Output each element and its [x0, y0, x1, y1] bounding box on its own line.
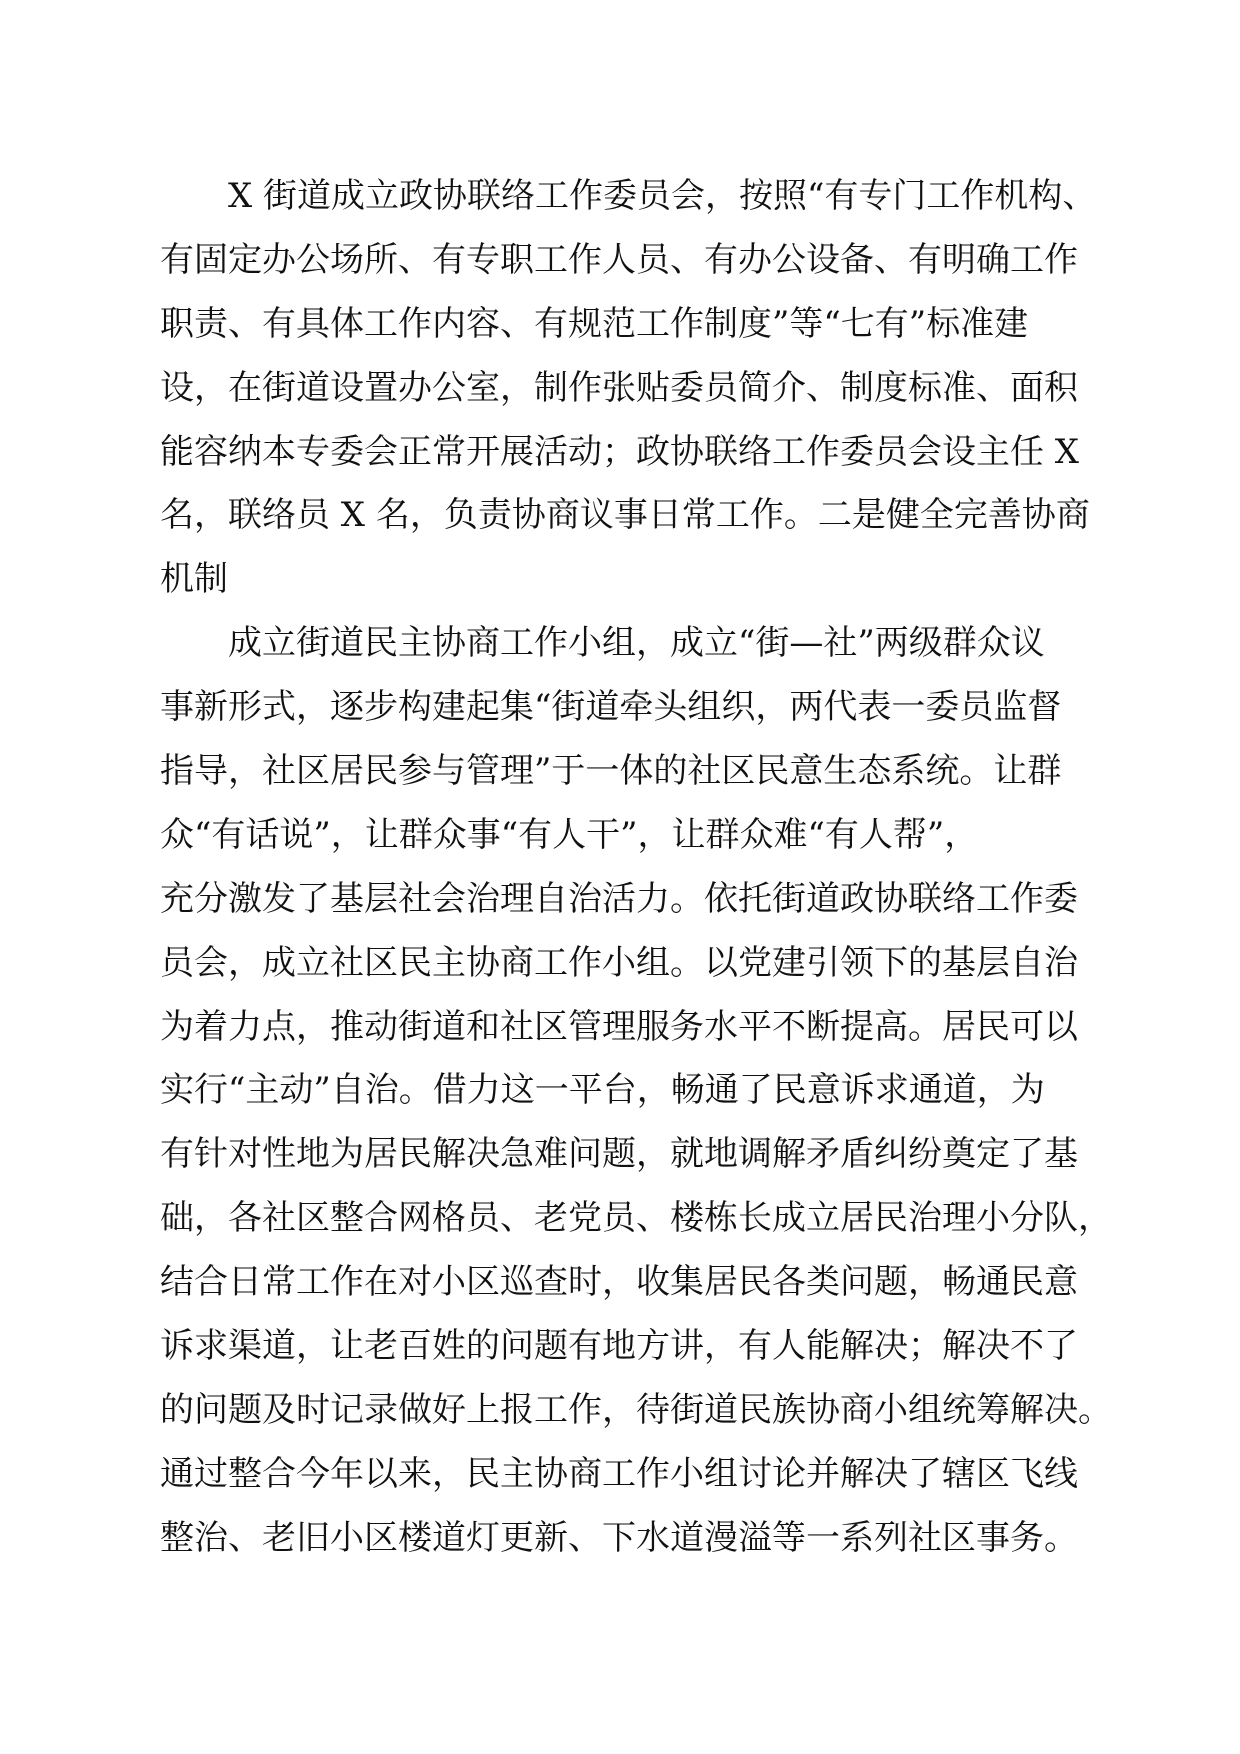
text-line: 诉求渠道，让老百姓的问题有地方讲，有人能解决；解决不了 [160, 1326, 1078, 1367]
text-line: 为着力点，推动街道和社区管理服务水平不断提高。居民可以 [160, 1006, 1078, 1047]
text-line: 充分激发了基层社会治理自治活力。依托街道政协联络工作委 [160, 878, 1078, 919]
text-line: 实行“主动”自治。借力这一平台，畅通了民意诉求通道，为 [160, 1070, 1045, 1111]
text-line: 通过整合今年以来，民主协商工作小组讨论并解决了辖区飞线 [160, 1453, 1078, 1494]
text-line: 名，联络员 X 名，负责协商议事日常工作。二是健全完善协商 [160, 495, 1090, 536]
text-line: 能容纳本专委会正常开展活动；政协联络工作委员会设主任 X [160, 431, 1080, 472]
text-line: X 街道成立政协联络工作委员会，按照“有专门工作机构、 [228, 176, 1097, 216]
text-line: 机制 [160, 559, 228, 600]
text-line: 员会，成立社区民主协商工作小组。以党建引领下的基层自治 [160, 942, 1078, 983]
text-line: 有针对性地为居民解决急难问题，就地调解矛盾纠纷奠定了基 [160, 1134, 1078, 1175]
text-line: 的问题及时记录做好上报工作，待街道民族协商小组统筹解决。 [160, 1389, 1112, 1430]
text-line: 设，在街道设置办公室，制作张贴委员简介、制度标准、面积 [160, 367, 1078, 408]
text-line: 整治、老旧小区楼道灯更新、下水道漫溢等一系列社区事务。 [160, 1517, 1078, 1558]
text-line: 众“有话说”，让群众事“有人干”，让群众难“有人帮”， [160, 814, 979, 855]
text-line: 职责、有具体工作内容、有规范工作制度”等“七有”标准建 [160, 303, 1029, 344]
text-line: 有固定办公场所、有专职工作人员、有办公设备、有明确工作 [160, 239, 1078, 280]
text-line: 础，各社区整合网格员、老党员、楼栋长成立居民治理小分队， [160, 1198, 1112, 1239]
text-line: 结合日常工作在对小区巡查时，收集居民各类问题，畅通民意 [160, 1262, 1078, 1303]
text-line: 成立街道民主协商工作小组，成立“街—社”两级群众议 [228, 623, 1045, 664]
paragraph-1 [160, 165, 1120, 612]
body-text [160, 165, 1120, 1571]
text-line: 指导，社区居民参与管理”于一体的社区民意生态系统。让群 [160, 751, 1062, 792]
paragraph-2 [160, 612, 1120, 1570]
text-line: 事新形式，逐步构建起集“街道牵头组织，两代表一委员监督 [160, 687, 1062, 728]
